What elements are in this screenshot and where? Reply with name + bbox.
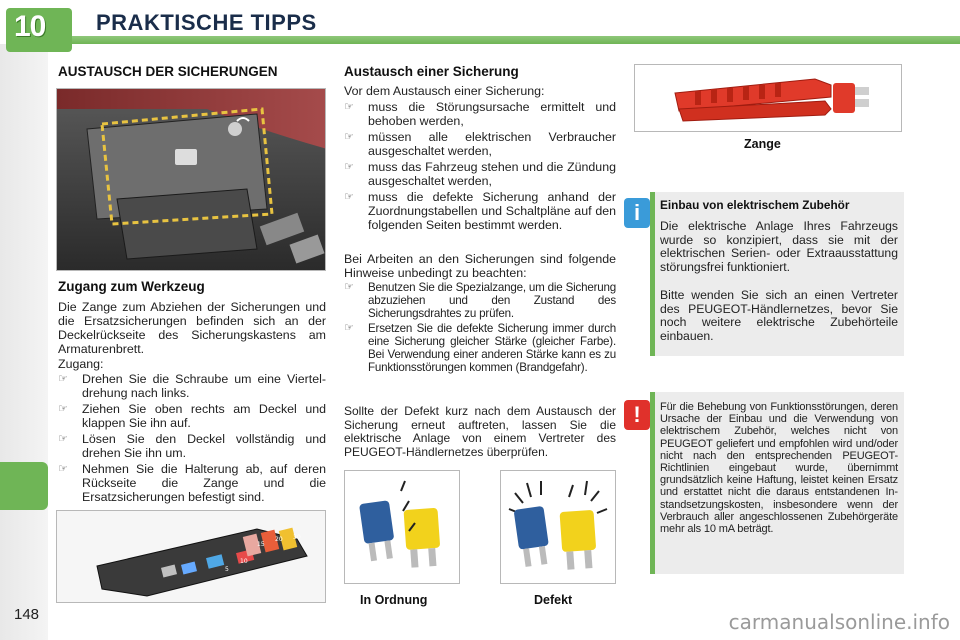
fuse-defect-image xyxy=(501,471,616,584)
pointing-hand-icon: ☞ xyxy=(344,191,354,203)
work-steps xyxy=(344,281,616,376)
left-margin xyxy=(0,44,48,640)
access-title: Zugang zum Werkzeug xyxy=(58,279,205,294)
info-box-text-1: Die elektrische Anlage Ihres Fahrzeugs wurde so konzipiert, dass sie mit der elektrischen Serien- oder Extraausstattung störungsfrei funktioniert. xyxy=(660,219,898,274)
page-number: 148 xyxy=(14,606,40,623)
list-item: ☞ Nehmen Sie die Halterung ab, auf deren Rückseite die Zange und die Ersatzsicherungen befestigt sind. xyxy=(58,462,326,504)
fuse-ok-illustration xyxy=(344,470,460,584)
pointing-hand-icon: ☞ xyxy=(344,161,354,173)
pointing-hand-icon: ☞ xyxy=(344,131,354,143)
pointing-hand-icon: ☞ xyxy=(344,101,354,113)
watermark: carmanualsonline.info xyxy=(728,610,950,634)
info-box-text-2: Bitte wenden Sie sich an einen Vertreter des PEUGEOT-Händlernetzes, bevor Sie noch weitere elektrische Zubehörteile einbauen. xyxy=(660,288,898,343)
list-item: ☞ muss die Störungsursache ermittelt und behoben werden, xyxy=(344,100,616,128)
dashboard-image xyxy=(57,89,326,271)
before-label: Vor dem Austausch einer Sicherung: xyxy=(344,84,545,98)
list-item: ☞ Lösen Sie den Deckel vollständig und drehen Sie ihn um. xyxy=(58,432,326,460)
pointing-hand-icon: ☞ xyxy=(344,322,354,334)
pointing-hand-icon: ☞ xyxy=(58,463,68,475)
fuse-ok-image xyxy=(345,471,460,584)
chapter-number: 10 xyxy=(14,10,46,43)
closing-text: Sollte der Defekt kurz nach dem Austausch der Sicherung erneut auftreten, lassen Sie die elektrische Anlage von einem Vertreter des PEUGEOT-Händlernetzes überprüfen. xyxy=(344,404,616,459)
fuse-label: 20 xyxy=(275,536,283,543)
list-item: ☞ Ersetzen Sie die defekte Sicherung immer durch eine Sicherung gleicher Stärke (gleicher Farbe). Bei Verwendung einer anderen Stärke kann es zu Funktionsstörungen kommen (Brandgefahr). xyxy=(344,322,616,374)
access-label: Zugang: xyxy=(58,357,104,371)
replace-title: Austausch einer Sicherung xyxy=(344,64,519,79)
access-steps xyxy=(58,372,326,506)
fuse-holder-illustration xyxy=(56,510,326,603)
pliers-caption: Zange xyxy=(744,137,781,151)
section-title: AUSTAUSCH DER SICHERUNGEN xyxy=(58,64,278,79)
page-title: PRAKTISCHE TIPPS xyxy=(96,10,317,35)
pointing-hand-icon: ☞ xyxy=(58,373,68,385)
fuse-holder-image xyxy=(57,511,326,603)
access-intro: Die Zange zum Abziehen der Sicherungen und die Ersatzsicherungen befinden sich an der Deckelrückseite des Sicherungskastens am Armaturenbrett. xyxy=(58,300,326,356)
pliers-image xyxy=(635,65,902,132)
work-intro: Bei Arbeiten an den Sicherungen sind folgende Hinweise unbedingt zu beachten: xyxy=(344,252,616,280)
list-item: ☞ muss die defekte Sicherung anhand der Zuordnungstabellen und Schaltpläne auf den folgenden Seiten bestimmt werden. xyxy=(344,190,616,232)
fuse-label: 15 xyxy=(257,541,265,548)
fuse-label: 30 xyxy=(293,534,301,541)
warning-box-text: Für die Behebung von Funktionsstörungen, deren Ursache der Einbau und die Verwendung von elektrischem Zubehör, welches nicht von PEUGEOT geliefert und empfohlen wird und/oder nicht nach den entsprechenden PEUGEOT-Richtlinien eingebaut wurde, übernimmt grundsätzlich keine Haftung, leistet keinen Ersatz und erstattet nicht die daraus entstandenen Instandsetzungskosten, insbesondere wenn der Verbrauch aller angeschlossenen Zubehörgeräte mehr als 10 mA beträgt. xyxy=(660,401,898,536)
caption-ok: In Ordnung xyxy=(360,593,428,607)
fuse-label: 10 xyxy=(240,558,248,565)
list-item: ☞ Drehen Sie die Schraube um eine Vierteldrehung nach links. xyxy=(58,372,326,400)
warning-icon: ! xyxy=(624,400,650,430)
pointing-hand-icon: ☞ xyxy=(58,433,68,445)
before-steps xyxy=(344,100,616,234)
list-item: ☞ muss das Fahrzeug stehen und die Zündung ausgeschaltet werden, xyxy=(344,160,616,188)
fuse-label: 5 xyxy=(225,566,229,573)
fuse-defect-illustration xyxy=(500,470,616,584)
info-box-title: Einbau von elektrischem Zubehör xyxy=(660,198,850,212)
list-item: ☞ müssen alle elektrischen Verbraucher ausgeschaltet werden, xyxy=(344,130,616,158)
list-item: ☞ Ziehen Sie oben rechts am Deckel und klappen Sie ihn auf. xyxy=(58,402,326,430)
pliers-illustration xyxy=(634,64,902,132)
chapter-side-tab[interactable] xyxy=(0,462,48,510)
pointing-hand-icon: ☞ xyxy=(344,281,354,293)
caption-defect: Defekt xyxy=(534,593,573,607)
info-icon: i xyxy=(624,198,650,228)
list-item: ☞ Benutzen Sie die Spezialzange, um die Sicherung abzuziehen und den Zustand des Sicherungsdrahtes zu prüfen. xyxy=(344,281,616,320)
pointing-hand-icon: ☞ xyxy=(58,403,68,415)
dashboard-illustration xyxy=(56,88,326,271)
